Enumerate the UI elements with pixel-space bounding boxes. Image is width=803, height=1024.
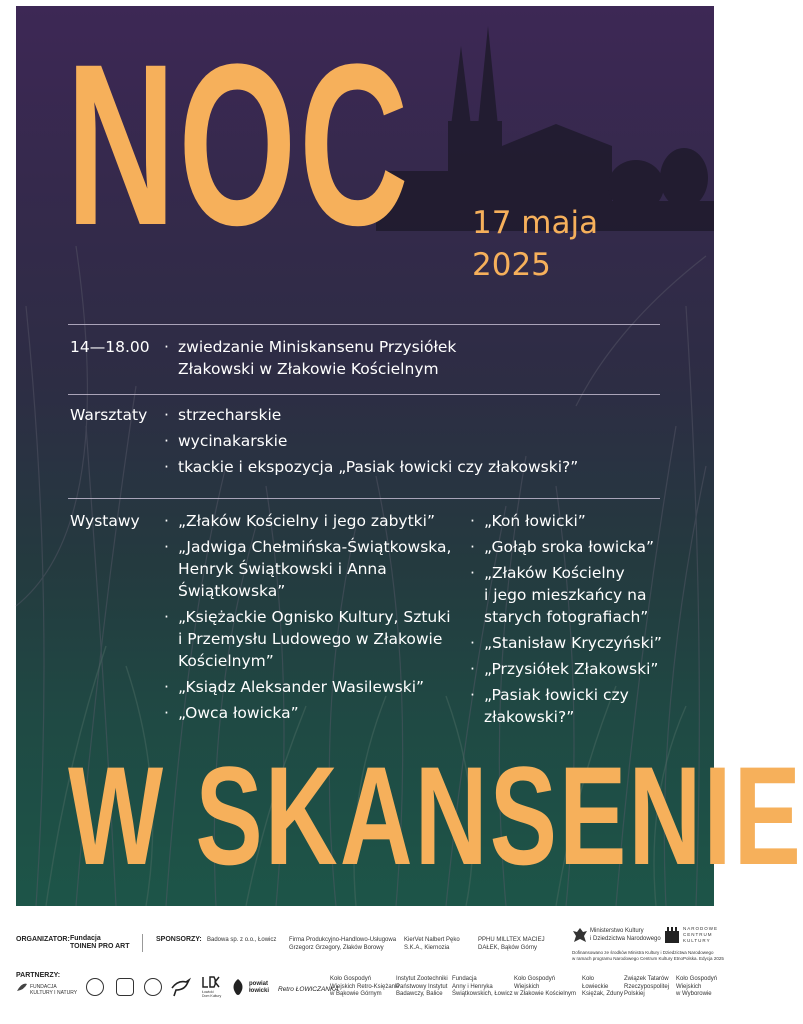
workshops-list [164,404,664,482]
list-item: · „Stanisław Kryczyński” [470,632,710,654]
partner-logo-powiat: powiat łowicki [249,981,270,994]
time-label: 14—18.00 [70,338,150,356]
ldk-logo-icon [202,976,220,988]
partner-badge-icon [144,978,162,996]
bird-logo-icon [170,976,190,998]
time-list [164,336,584,384]
exhibitions-list-right [470,510,710,732]
divider [68,394,660,395]
sponsor-item: Firma Produkcyjno-Handlowo-Usługowa Grzegorz Grzegory, Złaków Borowy [289,937,397,951]
title-w-skansenie: W SKANSENIE [68,737,803,894]
partners-label: PARTNERZY: [16,972,61,979]
list-item: · „Złaków Kościelny i jego zabytki” [164,510,464,532]
workshops-label: Warsztaty [70,406,148,424]
partner-logo-retro: Retro ŁOWICZANKA [278,986,339,993]
sponsors-label: SPONSORZY: [156,936,202,943]
list-item: · „Przysiółek Złakowski” [470,658,710,680]
event-date [472,202,598,286]
list-item: · „Owca łowicka” [164,702,464,724]
divider [142,934,143,952]
nck-name: NARODOWE CENTRUM KULTURY [683,926,718,943]
partner-item: Koło Gospodyń Wiejskich w Wyborowie [676,976,718,997]
partner-seal-icon [86,978,104,996]
date-year: 2025 [472,247,551,283]
organizer-name: Fundacja TOINEN PRO ART [70,935,130,950]
ministry-name: Ministerstwo Kultury i Dziedzictwa Narodowego [590,928,661,942]
sponsor-item: Badowa sp. z o.o., Łowicz [207,937,277,943]
partner-logo-ldk: Łowicki Dom Kultury [202,990,222,998]
sponsor-item: KierVet Nalbert Pęko S.K.A., Kiernozia [404,937,460,951]
list-item: · „Gołąb sroka łowicka” [470,536,710,558]
divider [68,324,660,325]
title-noc: NOC [66,16,412,273]
partner-item: Fundacja Anny i Henryka Świątkowskich, Łowicz [452,976,513,997]
nck-logo-icon [664,926,680,944]
church-silhouette [376,26,714,231]
partner-logo-fundacja: FUNDACJA KULTURY I NATURY [30,984,78,996]
list-item: · „Księżackie Ognisko Kultury, Sztuki i Przemysłu Ludowego w Złakowie Kościelnym” [164,606,464,672]
partner-item: Koło Gospodyń Wiejskich Retro-Księżanki w Bąkowie Górnym [330,976,400,997]
sponsor-item: PPHU MILLTEX MACIEJ DAŁEK, Bąków Górny [478,937,545,951]
list-item: · zwiedzanie Miniskansenu Przysiółek Złakowski w Złakowie Kościelnym [164,336,584,380]
partner-item: Instytut Zootechniki Państwowy Instytut Badawczy, Balice [396,976,448,997]
partner-crest-icon [116,978,134,996]
list-item: · „Jadwiga Chełmińska-Świątkowska, Henryk Świątkowski i Anna Świątkowska” [164,536,464,602]
exhibitions-list-left [164,510,464,728]
list-item: · strzecharskie [164,404,664,426]
list-item: · wycinakarskie [164,430,664,452]
powiat-logo-icon [230,978,246,996]
leaf-logo-icon [16,982,28,992]
partner-item: Koło Gospodyń Wiejskich w Złakowie Kościelnym [514,976,577,997]
date-day-month: 17 maja [472,205,599,241]
list-item: · „Koń łowicki” [470,510,710,532]
footer [0,906,730,1024]
list-item: · „Złaków Kościelny i jego mieszkańcy na starych fotografiach” [470,562,710,628]
list-item: · tkackie i ekspozycja „Pasiak łowicki czy złakowski?” [164,456,664,478]
divider [68,498,660,499]
eagle-emblem-icon [572,926,588,944]
partner-item: Koło Łowieckie Księżak, Zduny [582,976,624,997]
funding-note: Dofinansowano ze środków Ministra Kultury i Dziedzictwa Narodowego w ramach programu Narodowego Centrum Kultury EtnoPolska. Edycja 2025 [572,950,724,961]
list-item: · „Pasiak łowicki czy złakowski?” [470,684,710,728]
poster [16,6,803,906]
list-item: · „Ksiądz Aleksander Wasilewski” [164,676,464,698]
partner-item: Związek Tatarów Rzeczypospolitej Polskiej [624,976,670,997]
organizer-label: ORGANIZATOR: [16,936,70,943]
exhibitions-label: Wystawy [70,512,140,530]
